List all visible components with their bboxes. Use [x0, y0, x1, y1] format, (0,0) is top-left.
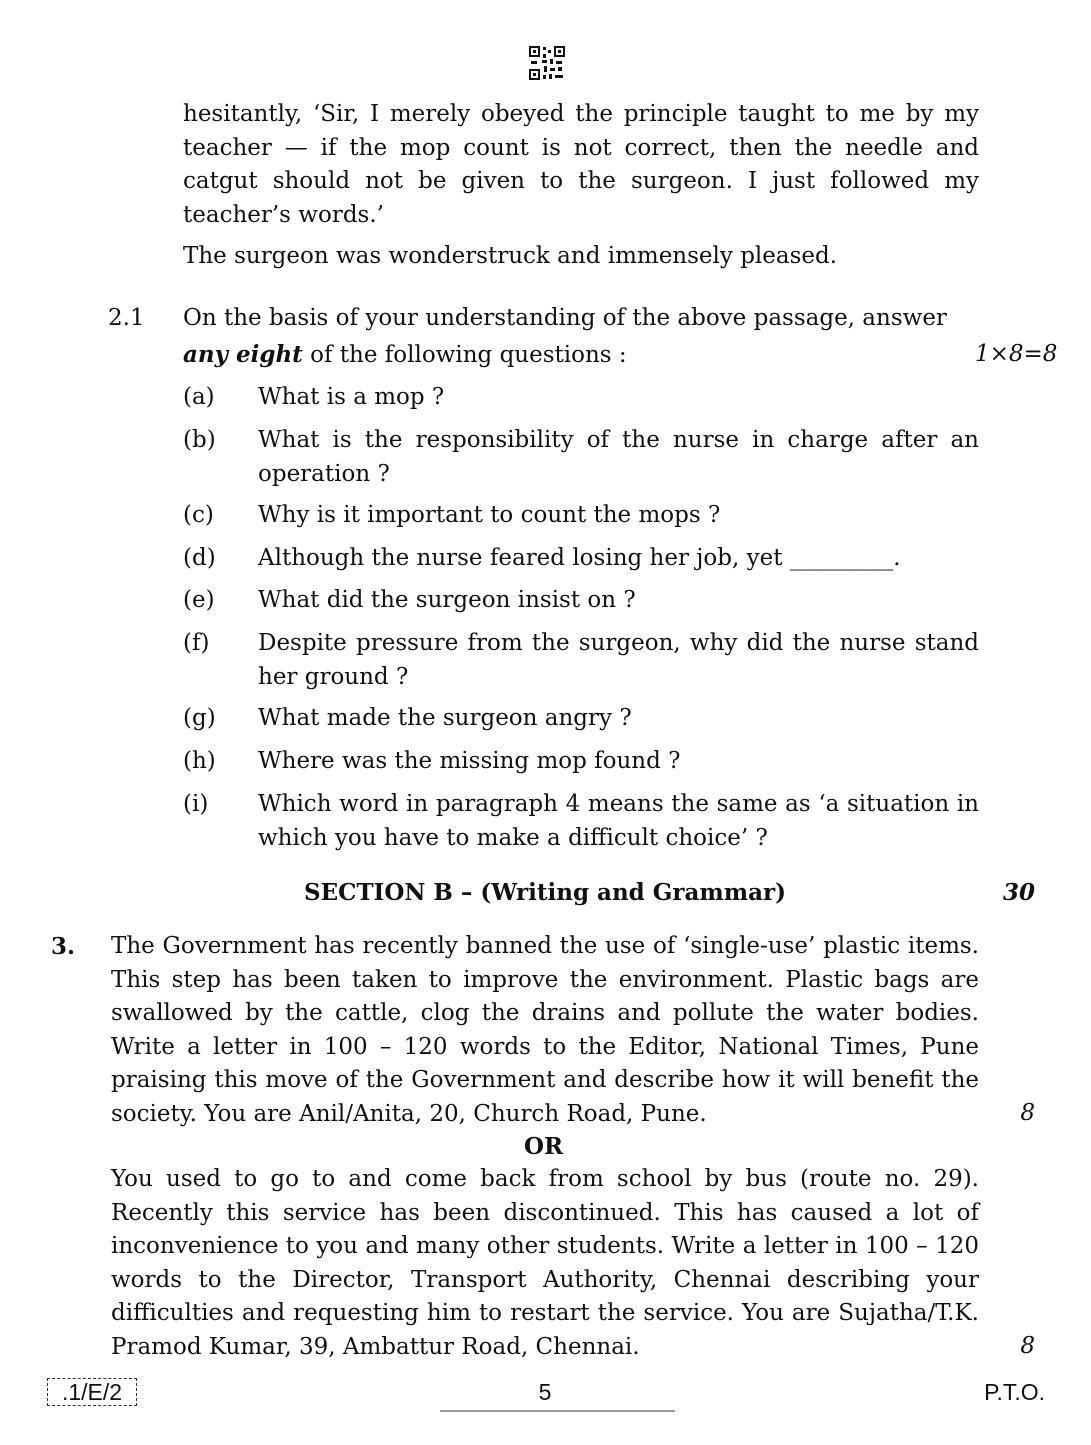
- section-b-title: SECTION B – (Writing and Grammar): [304, 879, 787, 906]
- subquestion-text: Although the nurse feared losing her job, yet _________.: [258, 545, 901, 571]
- subquestion-label: (a): [183, 384, 215, 410]
- micro-print-divider: [440, 1410, 675, 1412]
- subquestion-label: (g): [183, 705, 216, 731]
- question-prompt-line2: [183, 338, 883, 372]
- page-number: 5: [538, 1379, 552, 1405]
- passage-closing-line: The surgeon was wonderstruck and immensely pleased.: [183, 243, 838, 269]
- question-prompt-line1: On the basis of your understanding of the above passage, answer: [183, 305, 947, 331]
- subquestion-text: What made the surgeon angry ?: [258, 705, 632, 731]
- section-b-marks: 30: [1002, 879, 1035, 906]
- subquestion-label: (f): [183, 630, 210, 656]
- or-separator: OR: [524, 1133, 564, 1160]
- question-number: 2.1: [108, 305, 145, 331]
- subquestion-text: Despite pressure from the surgeon, why did the nurse stand her ground ?: [258, 630, 979, 690]
- subquestion-text: Where was the missing mop found ?: [258, 748, 681, 774]
- subquestion-label: (b): [183, 427, 216, 453]
- subquestion-label: (i): [183, 791, 209, 817]
- passage-paragraph: hesitantly, ‘Sir, I merely obeyed the principle taught to me by my teacher — if the mop count is not correct, then the needle and catgut should not be given to the surgeon. I just followed my teacher’s words.’: [183, 101, 979, 228]
- pto-label: P.T.O.: [984, 1379, 1045, 1405]
- qr-code-icon: [529, 46, 565, 80]
- question-3-option1-marks: 8: [1020, 1100, 1035, 1126]
- subquestion-text: What did the surgeon insist on ?: [258, 587, 636, 613]
- question-marks: 1×8=8: [975, 341, 1058, 367]
- question-3-option1: The Government has recently banned the use of ‘single-use’ plastic items. This step has been taken to improve the environment. Plastic bags are swallowed by the cattle, clog the drains and pollute the water bodies. Write a letter in 100 – 120 words to the Editor, National Times, Pune praising this move of the Government and describe how it will benefit the society. You are Anil/Anita, 20, Church Road, Pune.: [111, 933, 979, 1127]
- question-3-option2-marks: 8: [1020, 1333, 1035, 1359]
- subquestion-label: (c): [183, 502, 214, 528]
- question-3-option2: You used to go to and come back from school by bus (route no. 29). Recently this service has been discontinued. This has caused a lot of inconvenience to you and many other students. Write a letter in 100 – 120 words to the Director, Transport Authority, Chennai describing your difficulties and requesting him to restart the service. You are Sujatha/T.K. Pramod Kumar, 39, Ambattur Road, Chennai.: [111, 1166, 979, 1360]
- subquestion-text: Why is it important to count the mops ?: [258, 502, 721, 528]
- subquestion-text: What is the responsibility of the nurse in charge after an operation ?: [258, 427, 979, 487]
- subquestion-label: (h): [183, 748, 216, 774]
- subquestion-text: What is a mop ?: [258, 384, 445, 410]
- subquestion-label: (d): [183, 545, 216, 571]
- emphasis-any-eight: any eight: [183, 341, 303, 368]
- paper-code: .1/E/2: [47, 1378, 137, 1406]
- question-3-number: 3.: [51, 933, 76, 960]
- question-prompt-rest: of the following questions :: [302, 342, 627, 368]
- subquestion-label: (e): [183, 587, 215, 613]
- subquestion-text: Which word in paragraph 4 means the same as ‘a situation in which you have to make a difficult choice’ ?: [258, 791, 979, 851]
